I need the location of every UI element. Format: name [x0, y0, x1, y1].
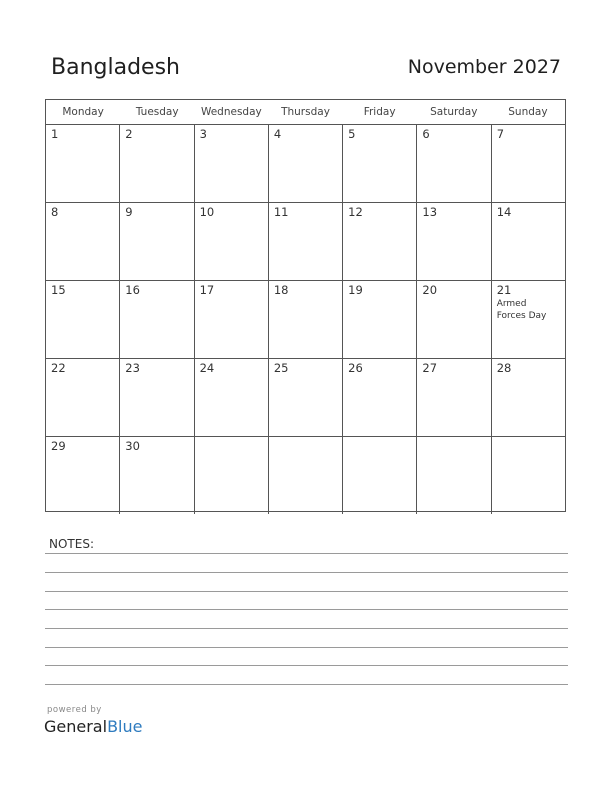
day-cell	[417, 359, 491, 436]
day-number: 7	[496, 127, 505, 141]
day-cell	[492, 125, 565, 202]
day-cell	[120, 437, 194, 514]
day-cell	[195, 437, 269, 514]
day-cell	[417, 281, 491, 358]
day-number: 14	[496, 205, 512, 219]
note-line	[45, 609, 568, 610]
weeks-container	[46, 125, 565, 514]
weekday-wednesday: Wednesday	[200, 106, 262, 118]
day-number: 6	[422, 127, 430, 141]
week-row	[46, 203, 565, 281]
day-cell	[492, 359, 565, 436]
day-cell	[417, 437, 491, 514]
week-row	[46, 437, 565, 514]
weekday-monday: Monday	[62, 106, 104, 118]
day-number: 27	[422, 361, 438, 375]
weekday-thursday: Thursday	[281, 106, 330, 118]
powered-by-text: powered by	[47, 705, 102, 715]
day-cell	[195, 125, 269, 202]
day-number: 20	[422, 283, 438, 297]
country-title: Bangladesh	[51, 55, 180, 80]
day-cell	[120, 281, 194, 358]
day-number: 15	[51, 283, 66, 297]
weekday-sunday: Sunday	[508, 106, 548, 118]
day-number: 1	[51, 127, 59, 141]
day-cell	[46, 359, 120, 436]
day-number: 25	[273, 361, 289, 375]
week-row	[46, 359, 565, 437]
day-cell	[417, 203, 491, 280]
day-number: 3	[199, 127, 207, 141]
day-number: 13	[422, 205, 438, 219]
day-number: 4	[273, 127, 282, 141]
month-title: November 2027	[407, 56, 561, 78]
holiday-label: Armed Forces Day	[496, 299, 547, 321]
day-number: 10	[199, 205, 215, 219]
notes-label: NOTES:	[49, 537, 94, 551]
calendar-grid	[45, 99, 566, 512]
brand-general: General	[44, 717, 108, 736]
note-line	[45, 684, 568, 685]
day-number: 16	[125, 283, 140, 297]
note-line	[45, 553, 568, 554]
day-cell	[492, 281, 565, 358]
day-cell	[195, 281, 269, 358]
brand-logo	[44, 717, 142, 736]
day-cell	[120, 203, 194, 280]
day-cell	[46, 281, 120, 358]
day-cell	[195, 203, 269, 280]
day-number: 11	[273, 205, 289, 219]
day-number: 23	[125, 361, 140, 375]
day-cell	[269, 359, 343, 436]
day-cell	[120, 125, 194, 202]
day-cell	[492, 437, 565, 514]
weekday-saturday: Saturday	[430, 106, 478, 118]
day-cell	[269, 203, 343, 280]
day-number: 26	[348, 361, 363, 375]
day-number: 19	[348, 283, 363, 297]
day-number: 30	[125, 439, 140, 453]
day-number: 12	[348, 205, 363, 219]
day-number: 5	[348, 127, 356, 141]
day-cell	[343, 281, 417, 358]
weekday-tuesday: Tuesday	[135, 106, 179, 118]
day-cell	[120, 359, 194, 436]
day-cell	[46, 437, 120, 514]
week-row	[46, 125, 565, 203]
note-line	[45, 572, 568, 573]
day-number: 18	[273, 283, 289, 297]
week-row	[46, 281, 565, 359]
day-number: 9	[125, 205, 133, 219]
note-line	[45, 591, 568, 592]
day-cell	[46, 203, 120, 280]
day-cell	[417, 125, 491, 202]
day-number: 28	[496, 361, 512, 375]
day-number: 24	[199, 361, 215, 375]
day-cell	[343, 437, 417, 514]
note-line	[45, 647, 568, 648]
day-cell	[195, 359, 269, 436]
day-cell	[343, 125, 417, 202]
day-number: 22	[51, 361, 66, 375]
day-cell	[343, 203, 417, 280]
day-cell	[269, 281, 343, 358]
day-cell	[492, 203, 565, 280]
day-number: 29	[51, 439, 66, 453]
day-number: 2	[125, 127, 133, 141]
day-cell	[269, 437, 343, 514]
note-line	[45, 628, 568, 629]
weekday-friday: Friday	[363, 106, 396, 118]
brand-blue: Blue	[107, 717, 143, 736]
day-number: 17	[199, 283, 215, 297]
day-cell	[269, 125, 343, 202]
day-cell	[343, 359, 417, 436]
day-number: 8	[51, 205, 59, 219]
day-number: 21	[496, 283, 512, 297]
day-cell	[46, 125, 120, 202]
weekday-header-row	[46, 100, 565, 125]
note-line	[45, 665, 568, 666]
